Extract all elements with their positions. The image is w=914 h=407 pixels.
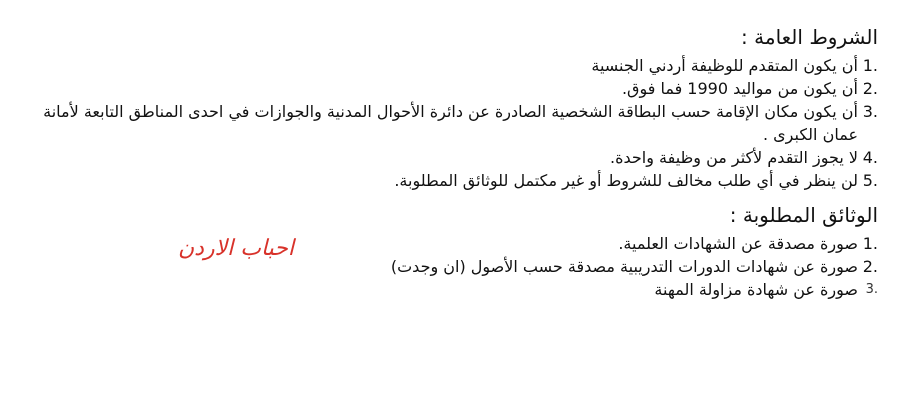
list-item-text: لا يجوز التقدم لأكثر من وظيفة واحدة.	[610, 148, 858, 167]
list-item	[18, 54, 878, 77]
list-item-number: 4.	[862, 148, 878, 167]
required-documents-title: الوثائق المطلوبة :	[729, 203, 878, 227]
list-item	[18, 100, 878, 146]
list-item-text: صورة مصدقة عن الشهادات العلمية.	[618, 234, 858, 253]
document-body	[18, 22, 878, 301]
list-item-number: 5.	[862, 171, 878, 190]
list-item	[18, 232, 878, 255]
list-item-text: أن يكون المتقدم للوظيفة أردني الجنسية	[591, 56, 858, 75]
list-item-text: صورة عن شهادة مزاولة المهنة	[654, 280, 858, 299]
list-item-text: لن ينظر في أي طلب مخالف للشروط أو غير مكتمل للوثائق المطلوبة.	[394, 171, 858, 190]
list-item-number: 2.	[862, 79, 878, 98]
list-item	[18, 146, 878, 169]
general-conditions-list	[18, 54, 878, 192]
list-item	[18, 77, 878, 100]
general-conditions-title: الشروط العامة :	[741, 25, 878, 49]
required-documents-list	[18, 232, 878, 301]
list-item-text: صورة عن شهادات الدورات التدريبية مصدقة حسب الأصول (ان وجدت)	[390, 257, 858, 276]
list-item-number: 2.	[862, 257, 878, 276]
list-item	[18, 255, 878, 278]
list-item-number: 1.	[862, 234, 878, 253]
list-item	[18, 278, 878, 301]
list-item-text: أن يكون من مواليد 1990 فما فوق.	[621, 79, 858, 98]
list-item-number: 3.	[862, 102, 878, 121]
list-item	[18, 169, 878, 192]
list-item-text: أن يكون مكان الإقامة حسب البطاقة الشخصية الصادرة عن دائرة الأحوال المدنية والجوازات في احدى المناطق التابعة لأمانة عمان الكبرى .	[43, 102, 858, 144]
watermark-text: احباب الاردن	[178, 236, 294, 261]
list-item-number: 3.	[865, 282, 878, 297]
list-item-number: 1.	[862, 56, 878, 75]
